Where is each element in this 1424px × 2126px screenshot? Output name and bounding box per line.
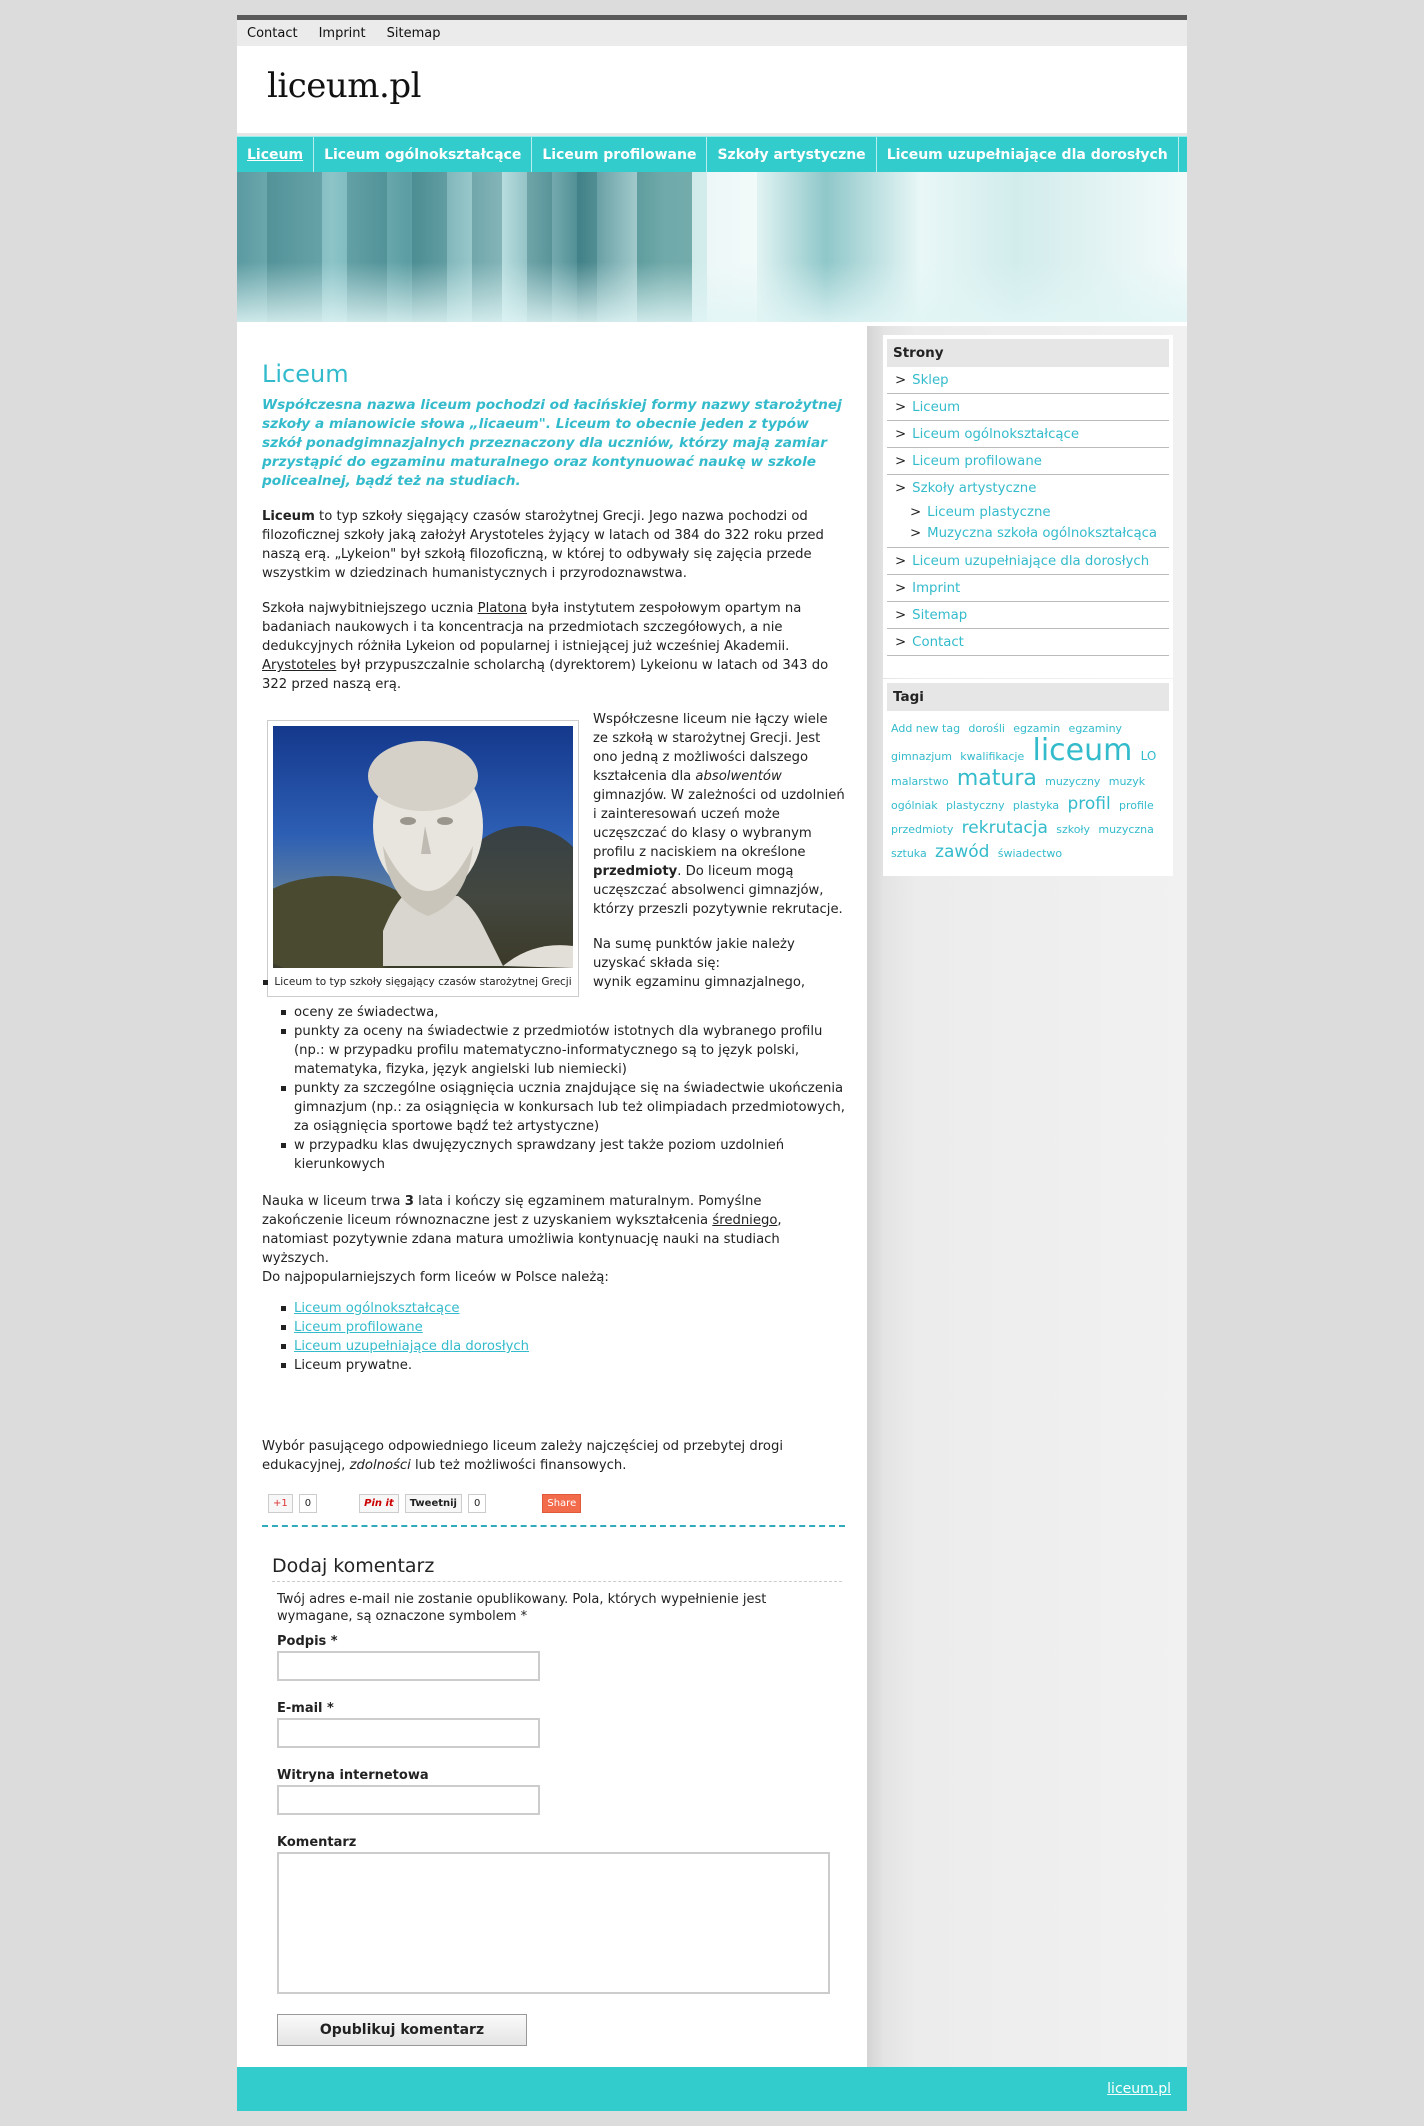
link-uzupelniajace[interactable]: Liceum uzupełniające dla dorosłych (294, 1339, 530, 1354)
tweet-button[interactable]: Tweetnij (405, 1494, 462, 1513)
list-item (280, 1299, 845, 1318)
paragraph-2: Szkoła najwybitniejszego ucznia Platona była instytutem zespołowym opartym na badaniach naukowych i ta koncentracja na przedmiotach szczegółowych, a nie dedukcyjnych różniła Lykeion od popularnej i istniejącej już wcześniej Akademii. Arystoteles był przypuszczalnie scholarchą (dyrektorem) Lykeionu w latach od 343 do 322 przed naszą erą. (262, 601, 829, 692)
top-link-sitemap[interactable]: Sitemap (386, 25, 441, 41)
tags-widget-title: Tagi (887, 683, 1169, 711)
nav-item-uzupelniajace[interactable]: Liceum uzupełniające dla dorosłych (877, 137, 1179, 172)
list-item: punkty za szczególne osiągnięcia ucznia znajdujące się na świadectwie ukończenia gimnazjum (np.: za osiągnięcia w konkursach lub też olimpiadach przedmiotowych, za osiągnięcia sportowe bądź też artystyczne) (280, 1079, 845, 1136)
tag[interactable]: egzamin (1013, 722, 1061, 735)
sidebar-item-profilowane[interactable]: > Liceum profilowane (887, 448, 1169, 475)
sidebar-item-liceum[interactable]: > Liceum (887, 394, 1169, 421)
tag[interactable]: matura (956, 766, 1037, 791)
tag[interactable]: dorośli (968, 722, 1005, 735)
tag[interactable]: muzyczny (1045, 775, 1101, 788)
site-header (237, 46, 1187, 136)
tag[interactable]: zawód (935, 842, 990, 862)
name-field[interactable] (277, 1651, 540, 1681)
main-content (262, 360, 845, 2046)
top-link-imprint[interactable]: Imprint (318, 25, 366, 41)
link-ogolnoksztalcace[interactable]: Liceum ogólnokształcące (294, 1301, 460, 1316)
tag[interactable]: gimnazjum (891, 750, 952, 763)
share-bar (268, 1493, 845, 1513)
tags-widget (883, 679, 1173, 876)
comment-form-title: Dodaj komentarz (272, 1555, 842, 1582)
tag[interactable]: sztuka (891, 847, 927, 860)
comment-form-note: Twój adres e-mail nie zostanie opublikowany. Pola, których wypełnienie jest wymagane, są oznaczone symbolem * (277, 1592, 767, 1624)
paragraph-4: Na sumę punktów jakie należy uzyskać składa się: (593, 937, 795, 971)
list-item: w przypadku klas dwujęzycznych sprawdzany jest także poziom uzdolnień kierunkowych (280, 1136, 845, 1174)
nav-item-liceum[interactable]: Liceum (237, 137, 314, 172)
header-banner-image (237, 172, 1187, 322)
sidebar-item-sklep[interactable]: > Sklep (887, 367, 1169, 394)
footer-link[interactable]: liceum.pl (1107, 2081, 1171, 2097)
tag[interactable]: LO (1140, 749, 1157, 763)
tag[interactable]: profil (1067, 794, 1111, 814)
nav-item-ogolnoksztalcace[interactable]: Liceum ogólnokształcące (314, 137, 532, 172)
paragraph-1: Liceum to typ szkoły sięgający czasów starożytnej Grecji. Jego nazwa pochodzi od filozoficznej szkoły jaką założył Arystoteles żyjący w latach od 384 do 322 roku przed naszą erą. „Lykeion" był szkołą filozoficzną, w której to odbywały się zajęcia przede wszystkim w dziedzinach humanistycznych i przyrodoznawstwa. (262, 509, 824, 581)
tag[interactable]: muzyk (1108, 775, 1146, 788)
tag[interactable]: szkoły (1056, 823, 1091, 836)
site-logo[interactable]: liceum.pl (267, 66, 421, 106)
divider (262, 1525, 845, 1527)
label-name: Podpis * (277, 1634, 338, 1649)
gplus-button[interactable]: +1 (268, 1494, 293, 1513)
label-website: Witryna internetowa (277, 1768, 429, 1783)
forms-list (280, 1299, 845, 1375)
tag[interactable]: egzaminy (1068, 722, 1123, 735)
nav-item-artystyczne[interactable]: Szkoły artystyczne (707, 137, 876, 172)
tag[interactable]: świadectwo (997, 847, 1063, 860)
list-item: Liceum prywatne. (280, 1356, 845, 1375)
pages-widget (883, 335, 1173, 678)
bold-term: Liceum (262, 509, 315, 524)
list-item: punkty za oceny na świadectwie z przedmiotów istotnych dla wybranego profilu (np.: w przypadku profilu matematyczno-informatycznego są to język polski, matematyka, fizyka, język angielski lub niemiecki) (280, 1022, 845, 1079)
pinit-button[interactable]: Pin it (359, 1494, 399, 1513)
sidebar-item-uzupelniajace[interactable]: > Liceum uzupełniające dla dorosłych (887, 548, 1169, 575)
tag[interactable]: Add new tag (891, 722, 961, 735)
share-button[interactable]: Share (542, 1494, 581, 1513)
tag[interactable]: ogólniak (891, 799, 938, 812)
paragraph-6: Wybór pasującego odpowiedniego liceum zależy najczęściej od przebytej drogi edukacyjnej, zdolności lub też możliwości finansowych. (262, 1439, 783, 1473)
sidebar-item-ogolnoksztalcace[interactable]: > Liceum ogólnokształcące (887, 421, 1169, 448)
tag[interactable]: malarstwo (891, 775, 949, 788)
tag[interactable]: rekrutacja (961, 818, 1048, 838)
points-list (262, 973, 845, 1174)
sidebar-item-sitemap[interactable]: > Sitemap (887, 602, 1169, 629)
figure-aristotle (267, 720, 579, 997)
main-nav (237, 136, 1187, 172)
list-item (280, 1337, 845, 1356)
sidebar-item-contact[interactable]: > Contact (887, 629, 1169, 656)
comment-textarea[interactable] (277, 1852, 830, 1994)
top-link-contact[interactable]: Contact (247, 25, 298, 41)
aristotle-bust-image (273, 726, 573, 968)
label-email: E-mail * (277, 1701, 334, 1716)
tag[interactable]: kwalifikacje (960, 750, 1025, 763)
list-item: oceny ze świadectwa, (280, 1003, 845, 1022)
paragraph-5: Nauka w liceum trwa 3 lata i kończy się egzaminem maturalnym. Pomyślne zakończenie liceum równoznaczne jest z uzyskaniem wykształcenia średniego, natomiast pozytywnie zdana matura umożliwia kontynuację nauki na studiach wyższych. Do najpopularniejszych form liceów w Polsce należą: (262, 1194, 782, 1285)
page-title: Liceum (262, 360, 349, 388)
tag[interactable]: plastyka (1012, 799, 1060, 812)
email-field[interactable] (277, 1718, 540, 1748)
tweet-count: 0 (468, 1494, 486, 1513)
sidebar-subitem-muzyczna[interactable]: > Muzyczna szkoła ogólnokształcąca (887, 523, 1169, 548)
website-field[interactable] (277, 1785, 540, 1815)
top-bar (237, 15, 1187, 46)
sidebar-subitem-plastyczne[interactable]: > Liceum plastyczne (910, 505, 1051, 520)
tag[interactable]: przedmioty (891, 823, 954, 836)
link-arystoteles[interactable]: Arystoteles (262, 658, 337, 673)
lead-paragraph: Współczesna nazwa liceum pochodzi od łacińskiej formy nazwy starożytnej szkoły a mianowicie słowa „licaeum". Liceum to obecnie jeden z typów szkół ponadgimnazjalnych przeznaczony dla uczniów, którzy mają zamiar przystąpić do egzaminu maturalnego oraz kontynuować naukę w szkole policealnej, bądź też na studiach. (262, 397, 842, 489)
tag[interactable]: plastyczny (945, 799, 1005, 812)
tag-cloud (887, 711, 1169, 869)
nav-item-profilowane[interactable]: Liceum profilowane (532, 137, 707, 172)
link-sredniego[interactable]: średniego (712, 1213, 778, 1228)
list-item (280, 1318, 845, 1337)
figure-caption: Liceum to typ szkoły sięgający czasów starożytnej Grecji (274, 976, 572, 988)
page-wrapper (237, 15, 1187, 2111)
label-comment: Komentarz (277, 1835, 357, 1850)
tag[interactable]: profile (1118, 799, 1154, 812)
link-profilowane[interactable]: Liceum profilowane (294, 1320, 423, 1335)
pages-widget-title: Strony (887, 339, 1169, 367)
link-platona[interactable]: Platona (477, 601, 528, 616)
tag[interactable]: liceum (1032, 733, 1133, 768)
list-item: wynik egzaminu gimnazjalnego, (262, 973, 845, 992)
sidebar-item-imprint[interactable]: > Imprint (887, 575, 1169, 602)
gplus-count: 0 (299, 1494, 317, 1513)
submit-comment-button[interactable]: Opublikuj komentarz (277, 2014, 527, 2046)
paragraph-3: Współczesne liceum nie łączy wiele ze szkołą w starożytnej Grecji. Jest ono jedną z możliwości dalszego kształcenia dla absolwentów gimnazjów. W zależności od uzdolnień i zainteresowań uczeń może uczęszczać do klasy o wybranym profilu z naciskiem na określone przedmioty. Do liceum mogą uczęszczać absolwenci gimnazjów, którzy przeszli pozytywnie rekrutacje. (593, 712, 845, 917)
sidebar-item-artystyczne[interactable]: > Szkoły artystyczne (895, 481, 1037, 496)
tag[interactable]: muzyczna (1098, 823, 1154, 836)
site-footer (237, 2067, 1187, 2111)
